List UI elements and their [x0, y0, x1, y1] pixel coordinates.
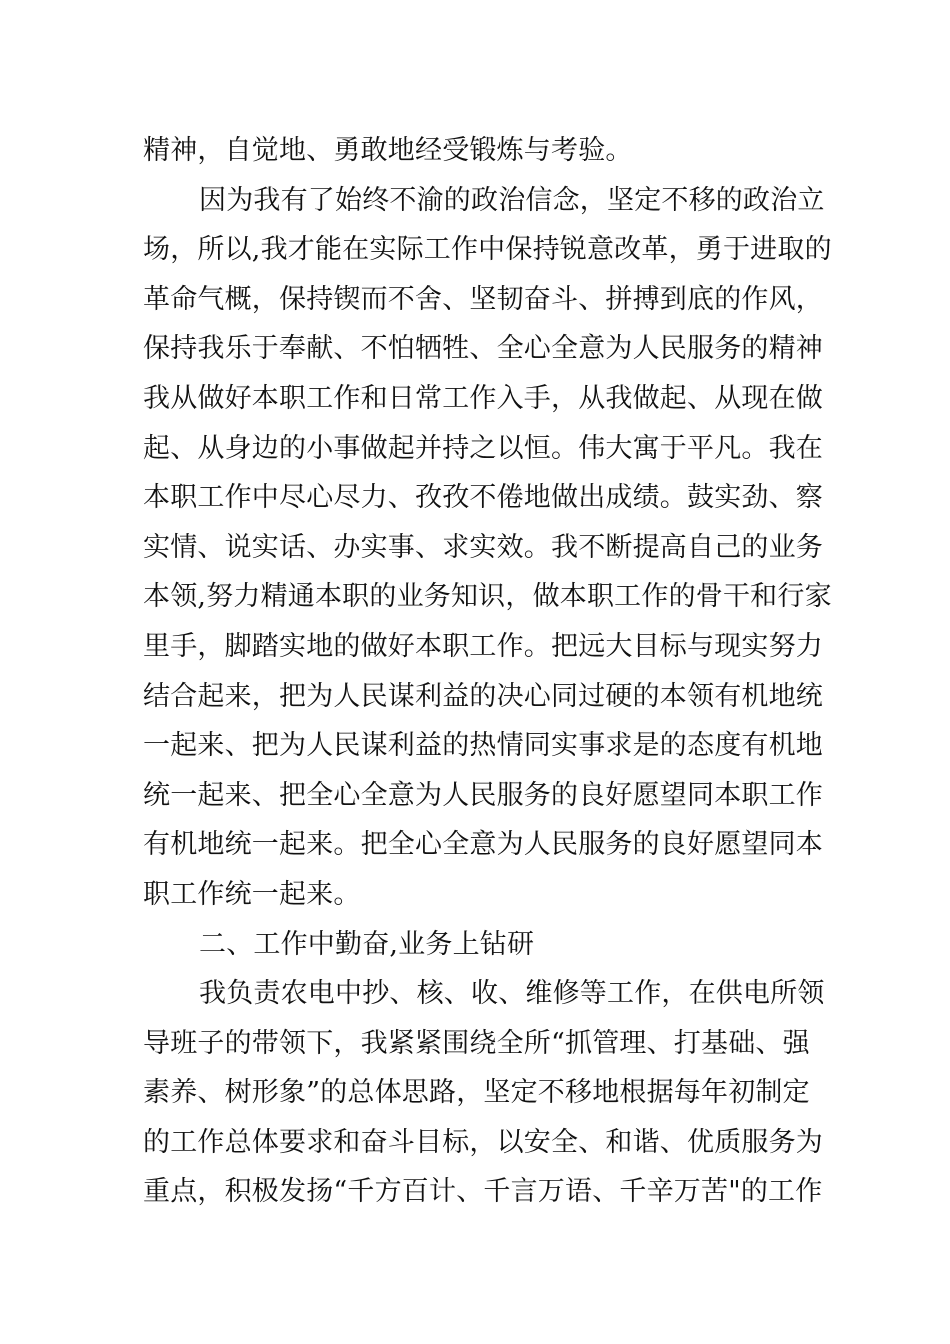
- paragraph-start-line: 因为我有了始终不渝的政治信念，坚定不移的政治立: [199, 184, 825, 216]
- text-line: 场，所以,我才能在实际工作中保持锐意改革，勇于进取的: [143, 234, 832, 266]
- document-body: [143, 126, 832, 1217]
- text-line: 革命气概，保持锲而不舍、坚韧奋斗、拼搏到底的作风，: [143, 283, 823, 315]
- text-line: 实情、说实话、办实事、求实效。我不断提高自己的业务: [143, 531, 823, 563]
- text-line: 精神，自觉地、勇敢地经受锻炼与考验。: [143, 135, 633, 166]
- text-line: 保持我乐于奉献、不怕牺牲、全心全意为人民服务的精神: [143, 333, 823, 365]
- text-line: 本领,努力精通本职的业务知识，做本职工作的骨干和行家: [143, 581, 832, 613]
- text-line: 的工作总体要求和奋斗目标，以安全、和谐、优质服务为: [143, 1126, 823, 1158]
- paragraph-start-line: 我负责农电中抄、核、收、维修等工作，在供电所领: [199, 978, 825, 1010]
- text-line: 有机地统一起来。把全心全意为人民服务的良好愿望同本: [143, 829, 823, 861]
- text-line: 里手，脚踏实地的做好本职工作。把远大目标与现实努力: [143, 630, 823, 662]
- text-line: 导班子的带领下，我紧紧围绕全所“抓管理、打基础、强: [143, 1027, 810, 1059]
- text-line: 重点，积极发扬“千方百计、千言万语、千辛万苦"的工作: [143, 1176, 823, 1208]
- text-line: 素养、树形象”的总体思路，坚定不移地根据每年初制定: [143, 1077, 810, 1109]
- section-heading: 二、工作中勤奋,业务上钻研: [199, 928, 535, 960]
- text-line: 职工作统一起来。: [143, 878, 361, 910]
- text-line: 起、从身边的小事做起并持之以恒。伟大寓于平凡。我在: [143, 432, 823, 464]
- text-line: 本职工作中尽心尽力、孜孜不倦地做出成绩。鼓实劲、察: [143, 482, 823, 514]
- text-line: 结合起来，把为人民谋利益的决心同过硬的本领有机地统: [143, 680, 823, 712]
- text-line: 我从做好本职工作和日常工作入手，从我做起、从现在做: [143, 382, 823, 414]
- text-line: 一起来、把为人民谋利益的热情同实事求是的态度有机地: [143, 730, 823, 762]
- text-line: 统一起来、把全心全意为人民服务的良好愿望同本职工作: [143, 779, 823, 811]
